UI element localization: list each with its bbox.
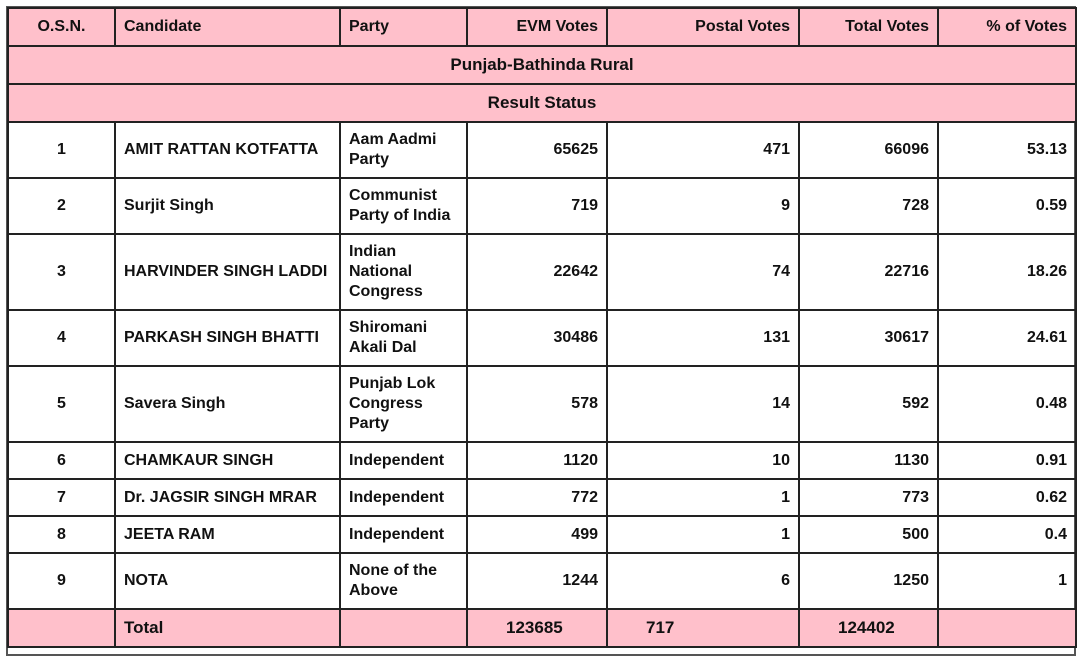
- row-evm-votes: 578: [467, 366, 607, 442]
- row-osn: 2: [8, 178, 115, 234]
- header-postal-votes: Postal Votes: [607, 8, 799, 46]
- header-osn: O.S.N.: [8, 8, 115, 46]
- row-evm-votes: 30486: [467, 310, 607, 366]
- row-candidate: Surjit Singh: [115, 178, 340, 234]
- header-total-votes: Total Votes: [799, 8, 938, 46]
- header-percent-votes: % of Votes: [938, 8, 1076, 46]
- row-osn: 3: [8, 234, 115, 310]
- row-party: Communist Party of India: [340, 178, 467, 234]
- row-party: None of the Above: [340, 553, 467, 609]
- row-percent-votes: 0.91: [938, 442, 1076, 479]
- row-postal-votes: 14: [607, 366, 799, 442]
- row-candidate: HARVINDER SINGH LADDI: [115, 234, 340, 310]
- header-row: [8, 8, 1076, 46]
- row-total-votes: 728: [799, 178, 938, 234]
- total-row: [8, 609, 1076, 647]
- table-row: [8, 122, 1076, 178]
- row-percent-votes: 18.26: [938, 234, 1076, 310]
- row-total-votes: 1250: [799, 553, 938, 609]
- row-evm-votes: 1244: [467, 553, 607, 609]
- row-party: Independent: [340, 479, 467, 516]
- table-row: [8, 553, 1076, 609]
- row-party: Aam Aadmi Party: [340, 122, 467, 178]
- row-evm-votes: 719: [467, 178, 607, 234]
- page-title: Punjab-Bathinda Rural: [8, 46, 1076, 84]
- header-evm-votes: EVM Votes: [467, 8, 607, 46]
- row-evm-votes: 772: [467, 479, 607, 516]
- row-party: Indian National Congress: [340, 234, 467, 310]
- row-total-votes: 773: [799, 479, 938, 516]
- row-candidate: Dr. JAGSIR SINGH MRAR: [115, 479, 340, 516]
- row-candidate: CHAMKAUR SINGH: [115, 442, 340, 479]
- row-percent-votes: 0.59: [938, 178, 1076, 234]
- header-party: Party: [340, 8, 467, 46]
- table-row: [8, 366, 1076, 442]
- row-party: Independent: [340, 442, 467, 479]
- row-osn: 5: [8, 366, 115, 442]
- row-osn: 8: [8, 516, 115, 553]
- row-total-votes: 30617: [799, 310, 938, 366]
- row-evm-votes: 65625: [467, 122, 607, 178]
- total-party-cell: [340, 609, 467, 647]
- page-subtitle: Result Status: [8, 84, 1076, 122]
- total-evm-votes: 123685: [467, 609, 607, 647]
- results-body: [8, 122, 1076, 609]
- total-postal-votes: 717: [607, 609, 799, 647]
- row-total-votes: 1130: [799, 442, 938, 479]
- row-postal-votes: 1: [607, 479, 799, 516]
- row-evm-votes: 499: [467, 516, 607, 553]
- header-candidate: Candidate: [115, 8, 340, 46]
- table-row: [8, 234, 1076, 310]
- row-postal-votes: 74: [607, 234, 799, 310]
- subtitle-row: [8, 84, 1076, 122]
- row-evm-votes: 22642: [467, 234, 607, 310]
- row-postal-votes: 6: [607, 553, 799, 609]
- total-pct-cell: [938, 609, 1076, 647]
- row-postal-votes: 9: [607, 178, 799, 234]
- row-percent-votes: 0.4: [938, 516, 1076, 553]
- row-total-votes: 500: [799, 516, 938, 553]
- row-percent-votes: 0.62: [938, 479, 1076, 516]
- row-evm-votes: 1120: [467, 442, 607, 479]
- row-candidate: JEETA RAM: [115, 516, 340, 553]
- row-postal-votes: 1: [607, 516, 799, 553]
- row-party: Independent: [340, 516, 467, 553]
- row-candidate: AMIT RATTAN KOTFATTA: [115, 122, 340, 178]
- total-label: Total: [115, 609, 340, 647]
- row-percent-votes: 0.48: [938, 366, 1076, 442]
- table-row: [8, 310, 1076, 366]
- row-percent-votes: 53.13: [938, 122, 1076, 178]
- table-row: [8, 479, 1076, 516]
- results-table: [7, 7, 1077, 648]
- row-total-votes: 592: [799, 366, 938, 442]
- row-osn: 9: [8, 553, 115, 609]
- row-osn: 6: [8, 442, 115, 479]
- table-row: [8, 442, 1076, 479]
- row-candidate: Savera Singh: [115, 366, 340, 442]
- row-percent-votes: 1: [938, 553, 1076, 609]
- row-percent-votes: 24.61: [938, 310, 1076, 366]
- title-row: [8, 46, 1076, 84]
- row-party: Shiromani Akali Dal: [340, 310, 467, 366]
- row-postal-votes: 131: [607, 310, 799, 366]
- table-row: [8, 516, 1076, 553]
- row-candidate: PARKASH SINGH BHATTI: [115, 310, 340, 366]
- row-osn: 4: [8, 310, 115, 366]
- table-row: [8, 178, 1076, 234]
- row-total-votes: 66096: [799, 122, 938, 178]
- row-osn: 1: [8, 122, 115, 178]
- row-total-votes: 22716: [799, 234, 938, 310]
- row-candidate: NOTA: [115, 553, 340, 609]
- row-postal-votes: 10: [607, 442, 799, 479]
- row-party: Punjab Lok Congress Party: [340, 366, 467, 442]
- total-total-votes: 124402: [799, 609, 938, 647]
- total-empty-cell: [8, 609, 115, 647]
- row-osn: 7: [8, 479, 115, 516]
- row-postal-votes: 471: [607, 122, 799, 178]
